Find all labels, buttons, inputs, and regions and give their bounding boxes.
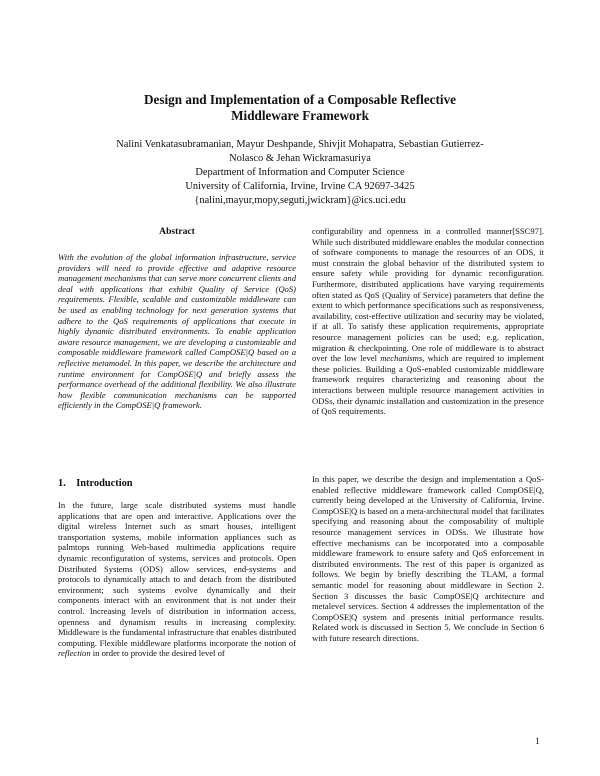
section-heading-introduction: [58, 478, 133, 489]
author-department: Department of Information and Computer Science: [195, 167, 405, 178]
author-university: University of California, Irvine, Irvine CA 92697-3425: [185, 181, 415, 192]
author-names-1: Nalini Venkatasubramanian, Mayur Deshpande, Shivjit Mohapatra, Sebastian Gutierrez-: [116, 139, 484, 150]
intro-emphasis: reflection: [58, 648, 91, 659]
introduction-paragraph: [58, 500, 296, 659]
right-paragraph-1: [312, 226, 544, 417]
title-line-1: Design and Implementation of a Composable Reflective: [143, 92, 457, 107]
page-number: 1: [535, 736, 540, 746]
right-paragraph-2: In this paper, we describe the design and implementation a QoS-enabled reflective middleware framework called CompOSE|Q, currently being developed at the University of California, Irvine. CompOSE|Q is based on a meta-architectural model that facilitates specifying and reasoning about the composability of multiple resource management services in ODSs. We illustrate how effective mechanisms can be incorporated into a composable middleware framework to ensure safety and QoS enforcement in distributed environments. The rest of this paper is organized as follows. We begin by briefly describing the TLAM, a formal semantic model for reasoning about middleware in Section 2. Section 3 discusses the basic CompOSE|Q architecture and metalevel services. Section 4 addresses the implementation of the CompOSE|Q system and presents initial performance results. Related work is discussed in Section 5. We conclude in Section 6 with future research directions.: [312, 474, 544, 643]
intro-text-a: In the future, large scale distributed systems must handle applications that are open and interactive. Applications over the digital wireless Internet such as smart houses, intelligent transportation systems, mobile information appliances such as palmtops running Web-based multimedia applications require dynamic reconfiguration of systems, services and protocols. Open Distributed Systems (ODS) allow services, end-systems and protocols to dynamically attach to and detach from the distributed environment; such systems evolve dynamically and their components interact with an environment that is not under their control. Increasing levels of distribution in information access, openness and dynamism results in increasing complexity. Middleware is the fundamental infrastructure that enables distributed computing. Flexible middleware platforms incorporate the notion of: [58, 500, 296, 648]
abstract-heading: Abstract: [159, 226, 195, 237]
right-p1-text-a: configurability and openness in a controlled manner[SSC97]. While such distributed middleware enables the modular connection of software components to manage the resources of an ODS, it must constrain the global behavior of the distributed system to ensure safety while providing for dynamic reconfiguration. Furthermore, distributed applications have varying requirements often stated as QoS (Quality of Service) parameters that define the extent to which performance specifications such as responsiveness, availability, cost-effective utilization and security may be violated, if at all. To satisfy these application requirements, appropriate resource management policies can be used; e.g. replication, migration & checkpointing. One role of middleware is to abstract over the low level: [312, 226, 544, 364]
author-block: [80, 138, 520, 208]
paper-title: [60, 92, 540, 124]
right-p1-emphasis: mechanisms: [380, 353, 423, 364]
intro-text-b: in order to provide the desired level of: [92, 648, 225, 659]
section-number: 1.: [58, 478, 66, 489]
author-emails: {nalini,mayur,mopy,seguti,jwickram}@ics.uci.edu: [194, 195, 406, 206]
right-p1-text-b: , which are required to implement these policies. Building a QoS-enabled customizable middleware framework requires characterizing and reasoning about the interactions between multiple resource management activities in ODSs, their dynamic installation and customization in the presence of QoS requirements.: [312, 353, 544, 417]
abstract-text: With the evolution of the global information infrastructure, service providers will need to provide effective and adaptive resource management mechanisms that can serve more concurrent clients and deal with applications that exhibit Quality of Service (QoS) requirements. Flexible, scalable and customizable middleware can be used as enabling technology for next generation systems that adhere to the QoS requirements of applications that execute in highly dynamic distributed environments. To enable application aware resource management, we are developing a customizable and composable middleware framework called CompOSE|Q based on a reflective metamodel. In this paper, we describe the architecture and runtime environment for CompOSE|Q and briefly assess the performance overhead of the additional flexibility. We also illustrate how flexible communication mechanisms can be supported efficiently in the CompOSE|Q framework.: [58, 252, 296, 411]
title-line-2: Middleware Framework: [231, 108, 369, 123]
section-title: Introduction: [76, 478, 133, 489]
author-names-2: Nolasco & Jehan Wickramasuriya: [229, 153, 371, 164]
